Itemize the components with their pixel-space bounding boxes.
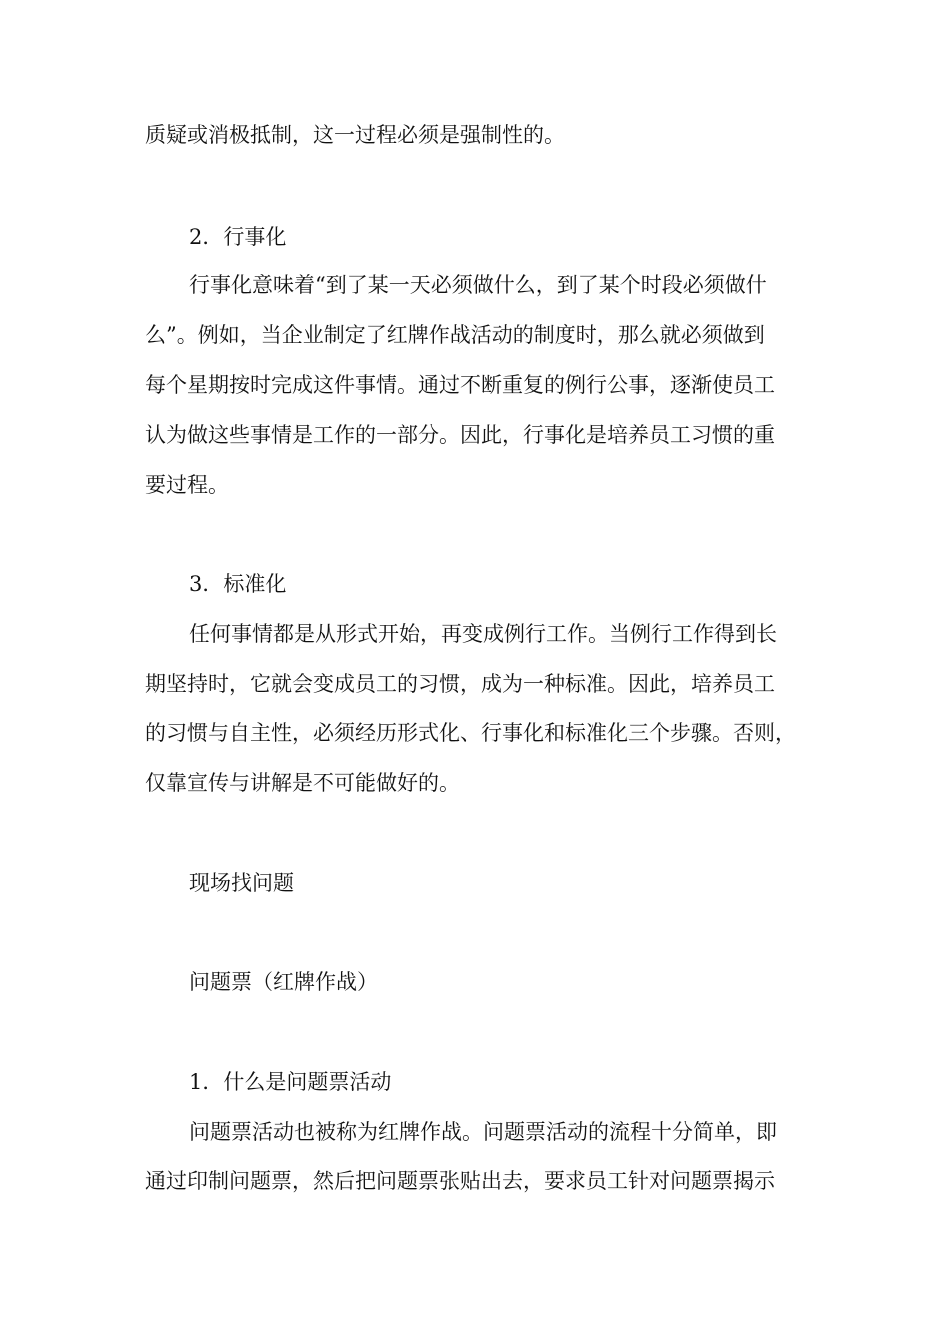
paragraph-line: 行事化意味着“到了某一天必须做什么，到了某个时段必须做什 <box>189 273 767 297</box>
paragraph-line: 仅靠宣传与讲解是不可能做好的。 <box>145 771 460 795</box>
paragraph-line: 问题票活动也被称为红牌作战。问题票活动的流程十分简单，即 <box>189 1120 777 1144</box>
section-heading: 现场找问题 <box>189 871 294 895</box>
paragraph-line: 的习惯与自主性，必须经历形式化、行事化和标准化三个步骤。否则， <box>145 721 796 745</box>
section-heading: 1．什么是问题票活动 <box>189 1070 392 1094</box>
paragraph-line: 期坚持时，它就会变成员工的习惯，成为一种标准。因此，培养员工 <box>145 672 775 696</box>
section-heading: 3．标准化 <box>189 572 287 596</box>
paragraph-line: 每个星期按时完成这件事情。通过不断重复的例行公事，逐渐使员工 <box>145 373 775 397</box>
paragraph-line: 认为做这些事情是工作的一部分。因此，行事化是培养员工习惯的重 <box>145 423 775 447</box>
paragraph-line: 么”。例如，当企业制定了红牌作战活动的制度时，那么就必须做到 <box>145 323 765 347</box>
paragraph-line: 通过印制问题票，然后把问题票张贴出去，要求员工针对问题票揭示 <box>145 1169 775 1193</box>
paragraph-line: 质疑或消极抵制，这一过程必须是强制性的。 <box>145 123 565 147</box>
paragraph-line: 要过程。 <box>145 473 229 497</box>
paragraph-line: 任何事情都是从形式开始，再变成例行工作。当例行工作得到长 <box>189 622 777 646</box>
section-heading: 2．行事化 <box>189 225 287 249</box>
section-heading: 问题票（红牌作战） <box>189 970 378 994</box>
